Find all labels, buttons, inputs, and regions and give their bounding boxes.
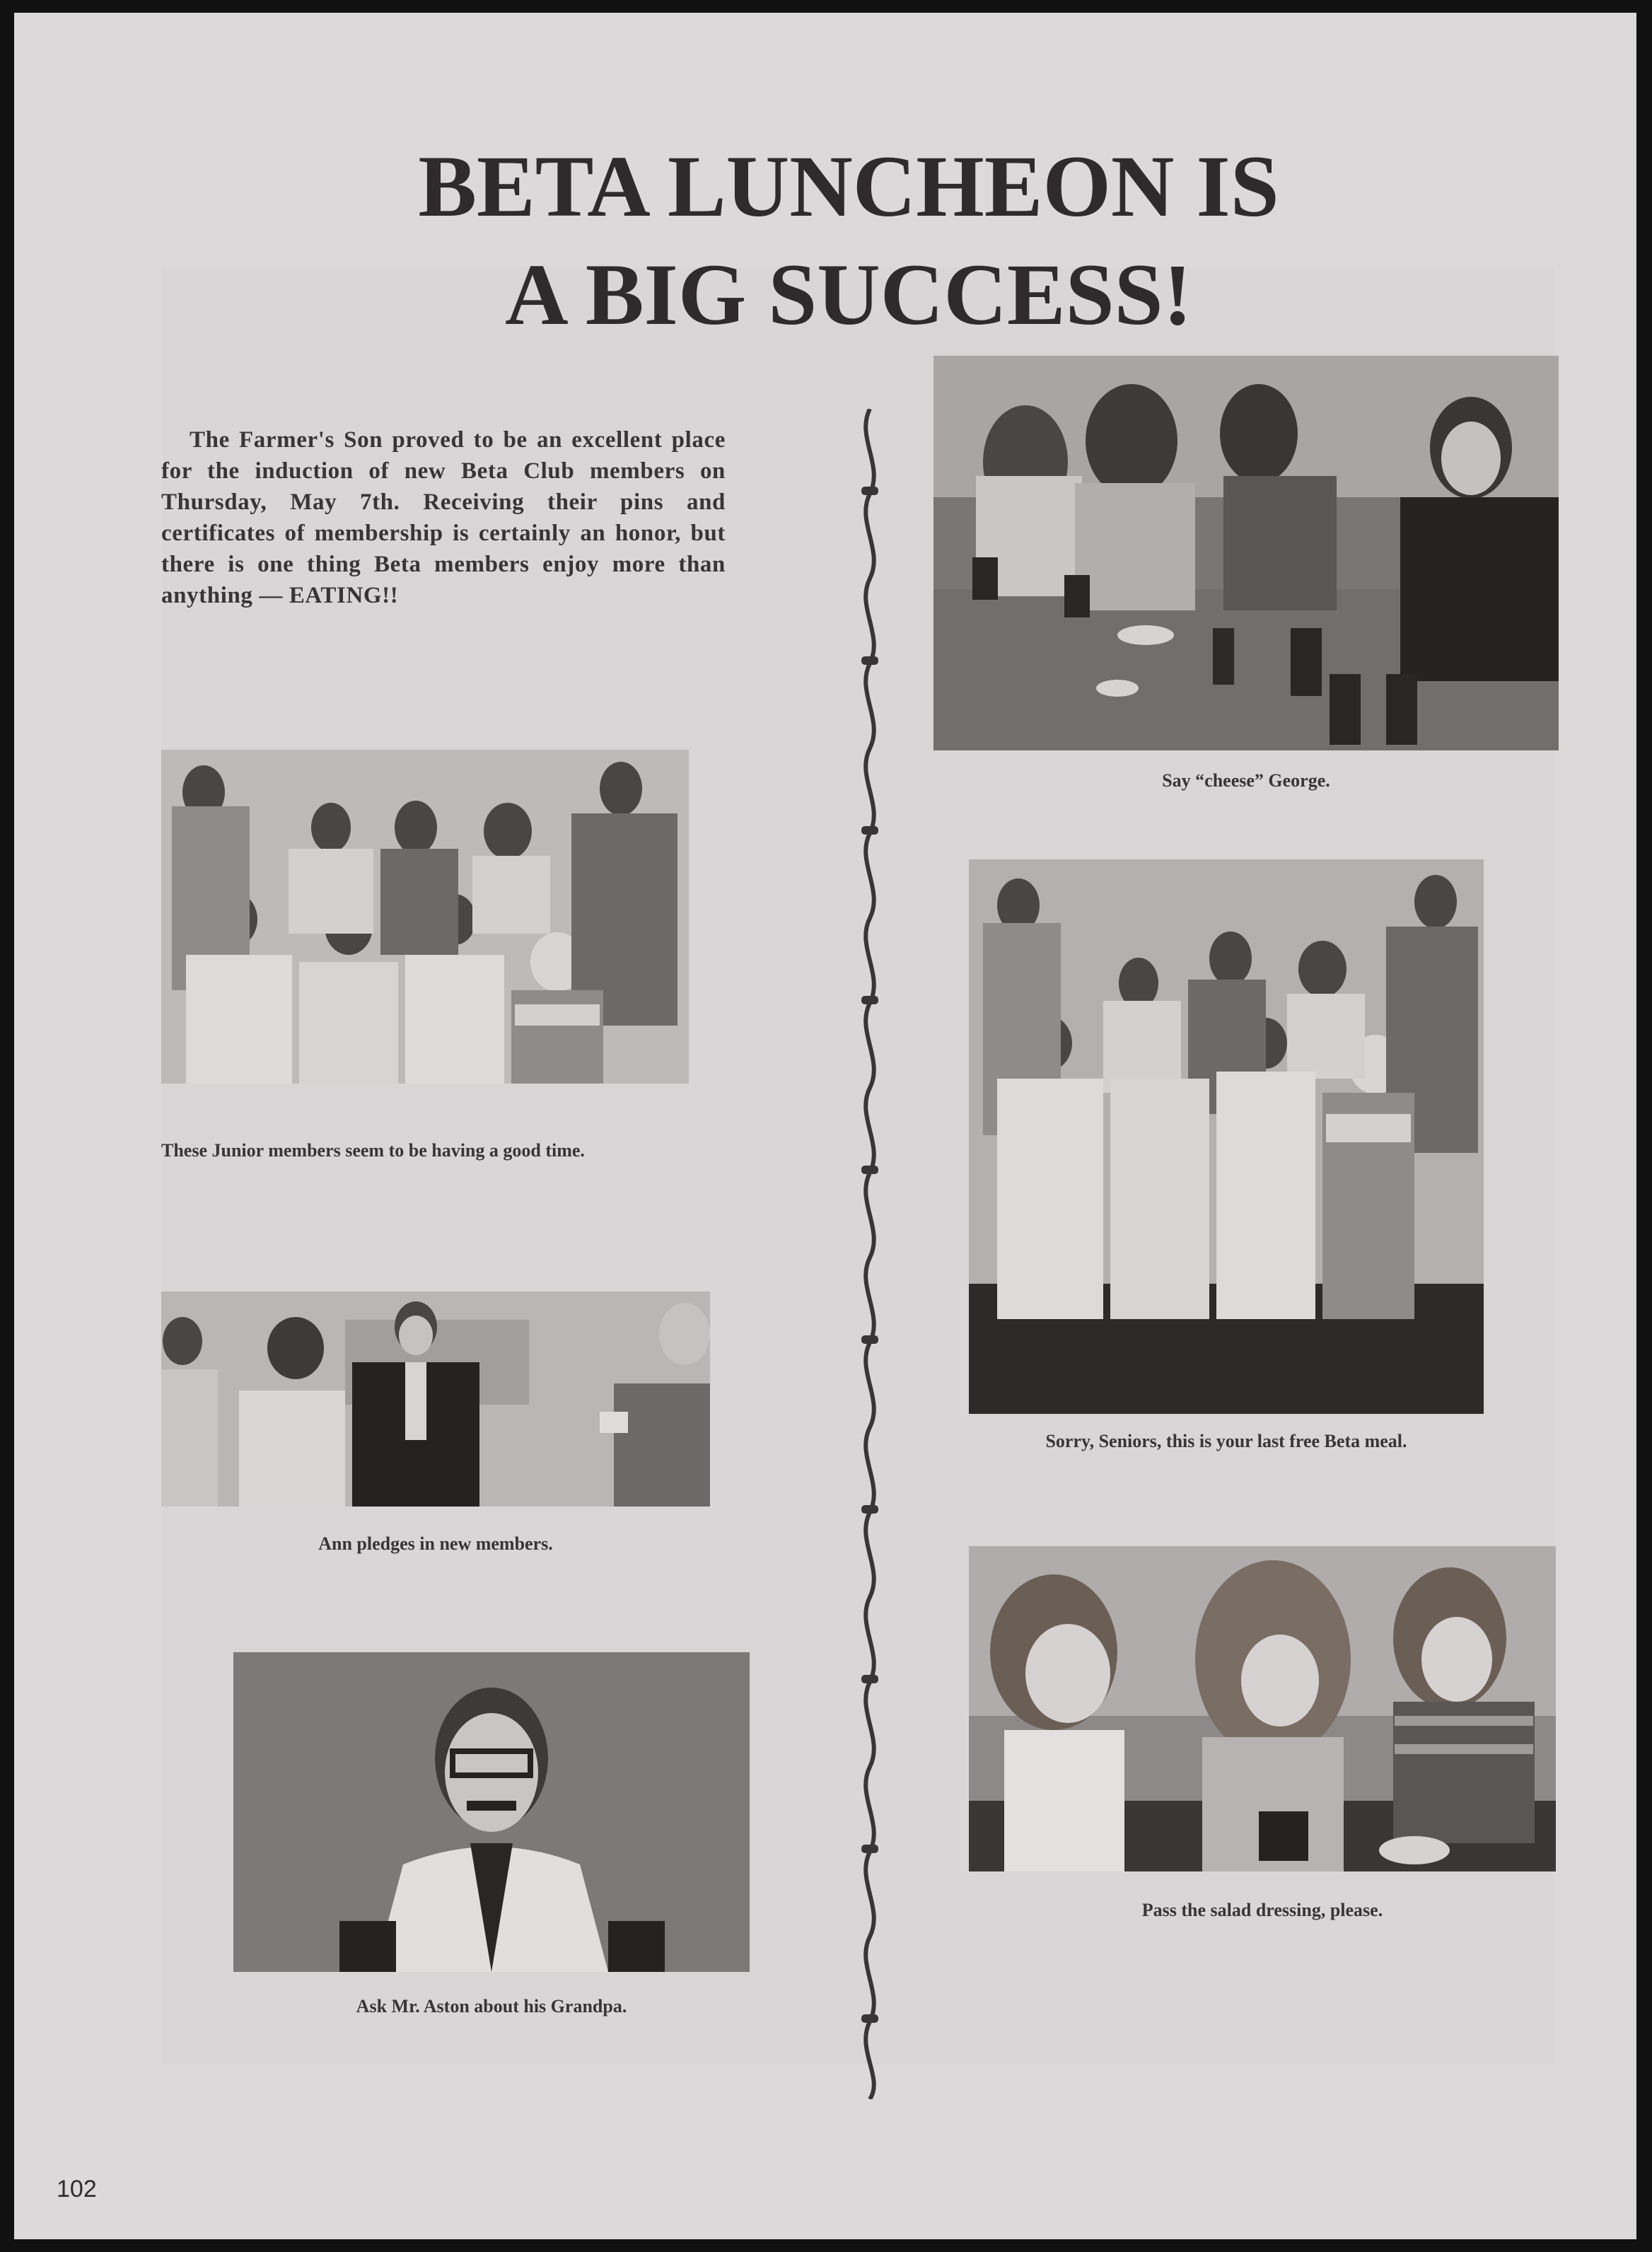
photo-senior-members-image xyxy=(969,859,1484,1414)
caption-cheese: Say “cheese” George. xyxy=(1162,770,1330,791)
photo-salad-dressing xyxy=(969,1546,1556,1871)
decorative-rope-divider xyxy=(849,409,891,2099)
photo-mr-aston-image xyxy=(233,1652,750,1972)
photo-dining-table-image xyxy=(933,356,1559,750)
intro-paragraph: The Farmer's Son proved to be an excellent place for the induction of new Beta Club members on Thursday, May 7th. Receiving their pins and certificates of membership is certainly an honor, but there is one thing Beta members enjoy more than anything — EATING!! xyxy=(161,427,726,608)
photo-junior-members-image xyxy=(161,750,689,1084)
caption-aston: Ask Mr. Aston about his Grandpa. xyxy=(356,1996,627,2016)
caption-salad: Pass the salad dressing, please. xyxy=(1141,1900,1383,1920)
photo-junior-members xyxy=(161,750,689,1084)
caption-seniors: Sorry, Seniors, this is your last free Beta meal. xyxy=(1045,1431,1407,1451)
page-number: 102 xyxy=(57,2176,97,2202)
photo-salad-dressing-image xyxy=(969,1546,1556,1871)
photo-dining-table xyxy=(933,356,1559,750)
photo-ann-pledges xyxy=(161,1292,710,1507)
caption-juniors: These Junior members seem to be having a good time. xyxy=(161,1140,585,1161)
yearbook-page xyxy=(14,13,1636,2239)
title-line-1: BETA LUNCHEON IS xyxy=(418,138,1279,235)
photo-ann-pledges-image xyxy=(161,1292,710,1507)
caption-ann: Ann pledges in new members. xyxy=(318,1533,553,1554)
page-title xyxy=(156,133,1542,349)
photo-mr-aston xyxy=(233,1652,750,1972)
photo-senior-members xyxy=(969,859,1484,1414)
title-line-2: A BIG SUCCESS! xyxy=(505,245,1192,343)
